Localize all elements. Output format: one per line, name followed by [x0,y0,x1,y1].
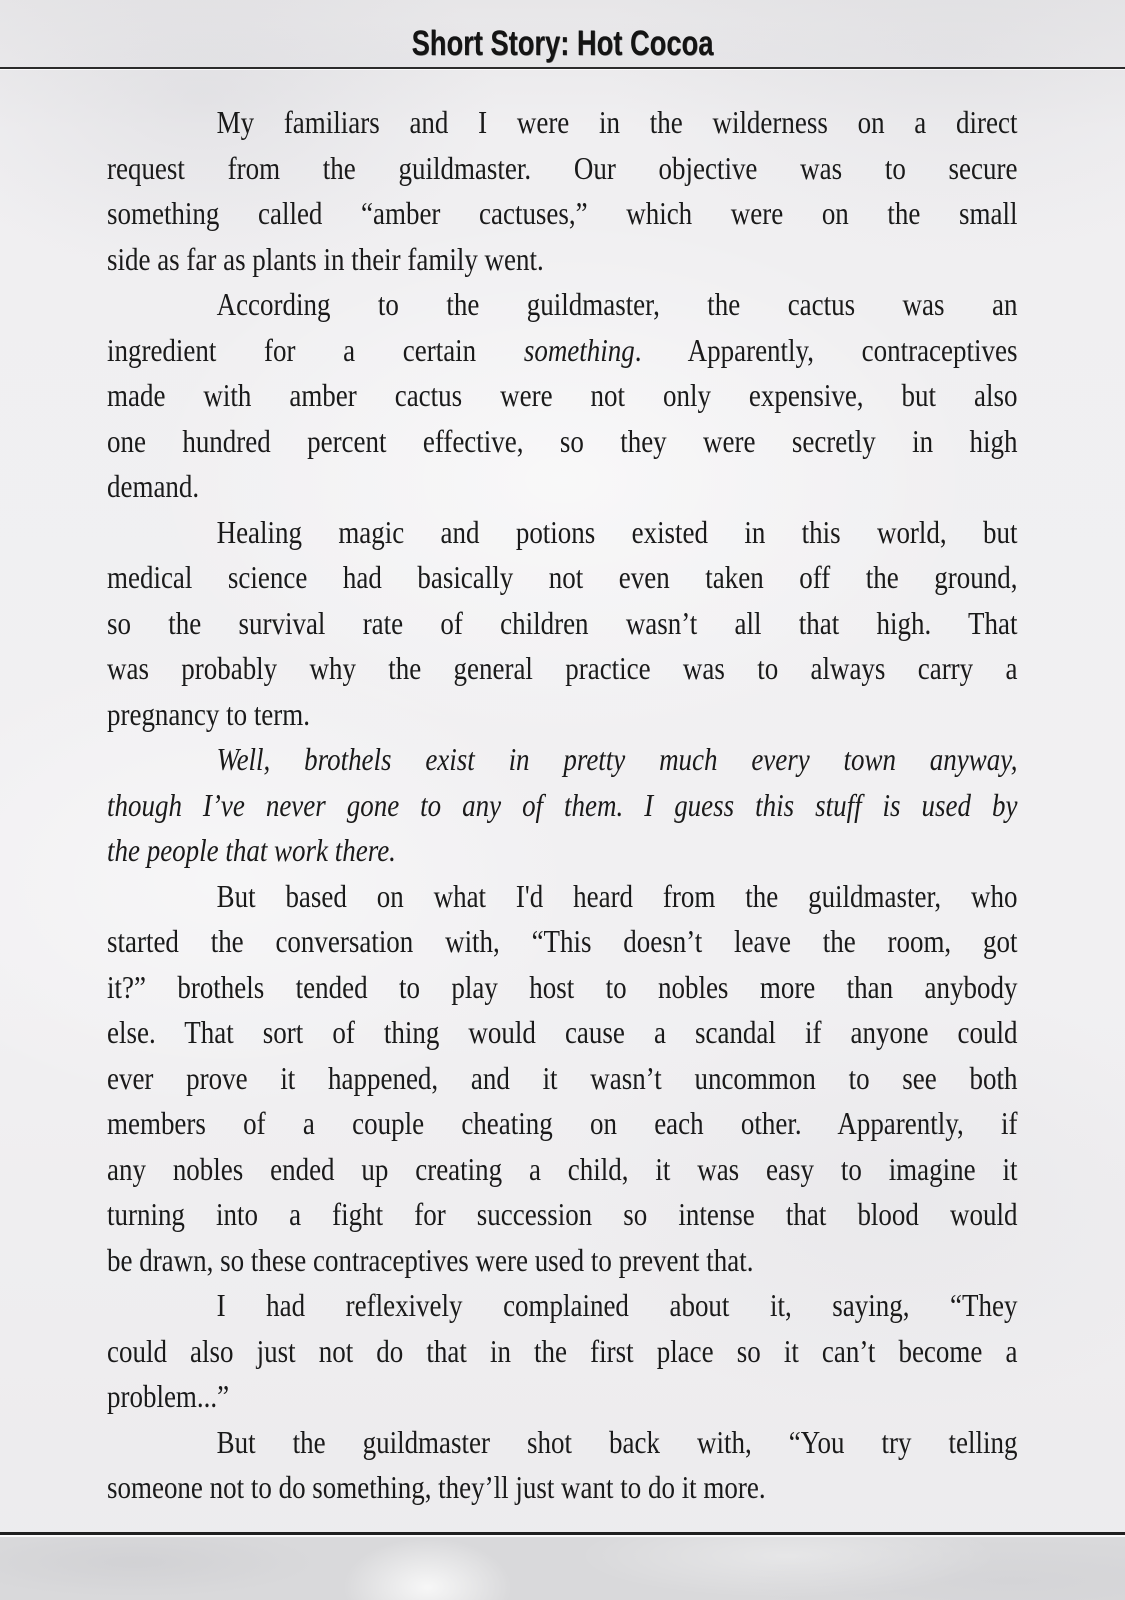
text-line: any nobles ended up creating a child, it was easy to imagine it [107,1150,1018,1187]
text-line: something called “amber cactuses,” which were on the small [107,195,1018,231]
paragraph [107,874,1017,1284]
paragraph [107,1420,1017,1511]
text-line: though I’ve never gone to any of them. I guess this stuff is used by [107,786,1018,823]
story-text [107,100,1017,1511]
text-line: made with amber cactus were not only expensive, but also [107,377,1018,413]
text-line: demand. [107,468,200,504]
text-line: ever prove it happened, and it wasn’t uncommon to see both [107,1059,1018,1096]
text-line: someone not to do something, they’ll just want to do it more. [107,1469,766,1505]
header-divider [0,67,1125,69]
text-line: According to the guildmaster, the cactus was an [216,286,1018,322]
text-line: problem...” [107,1378,230,1414]
text-line: medical science had basically not even taken off the ground, [107,559,1018,595]
paragraph [107,1283,1017,1420]
text-line: turning into a fight for succession so intense that blood would [107,1196,1018,1232]
text-line: side as far as plants in their family went. [107,240,544,277]
paragraph [107,100,1017,282]
text-line: was probably why the general practice was to always carry a [107,650,1018,686]
text-line: My familiars and I were in the wilderness on a direct [216,104,1018,140]
page-header [0,0,1125,67]
text-line: started the conversation with, “This doesn’t leave the room, got [107,923,1018,959]
paragraph [107,282,1017,510]
text-line: members of a couple cheating on each other. Apparently, if [107,1105,1018,1141]
text-line: Healing magic and potions existed in this world, but [216,513,1018,550]
text-line: so the survival rate of children wasn’t all that high. That [107,604,1018,641]
footer-divider [0,1532,1125,1535]
text-line: request from the guildmaster. Our objective was to secure [107,149,1018,186]
paragraph [107,737,1017,874]
paragraph [107,510,1017,738]
text-line: could also just not do that in the first place so it can’t become a [107,1332,1018,1369]
text-line: But based on what I'd heard from the guildmaster, who [216,877,1018,914]
text-line: the people that work there. [107,832,396,868]
page-footer [0,1537,1125,1600]
text-line: Well, brothels exist in pretty much every town anyway, [216,741,1018,777]
text-line: else. That sort of thing would cause a scandal if anyone could [107,1014,1018,1050]
text-line: But the guildmaster shot back with, “You try telling [216,1423,1018,1460]
text-line: one hundred percent effective, so they were secretly in high [107,422,1018,459]
text-line: be drawn, so these contraceptives were used to prevent that. [107,1241,754,1278]
text-line: ingredient for a certain something. Apparently, contraceptives [107,331,1018,368]
text-line: I had reflexively complained about it, saying, “They [216,1287,1018,1323]
text-line: it?” brothels tended to play host to nobles more than anybody [107,968,1018,1005]
page-title: Short Story: Hot Cocoa [411,24,714,63]
text-line: pregnancy to term. [107,695,310,732]
